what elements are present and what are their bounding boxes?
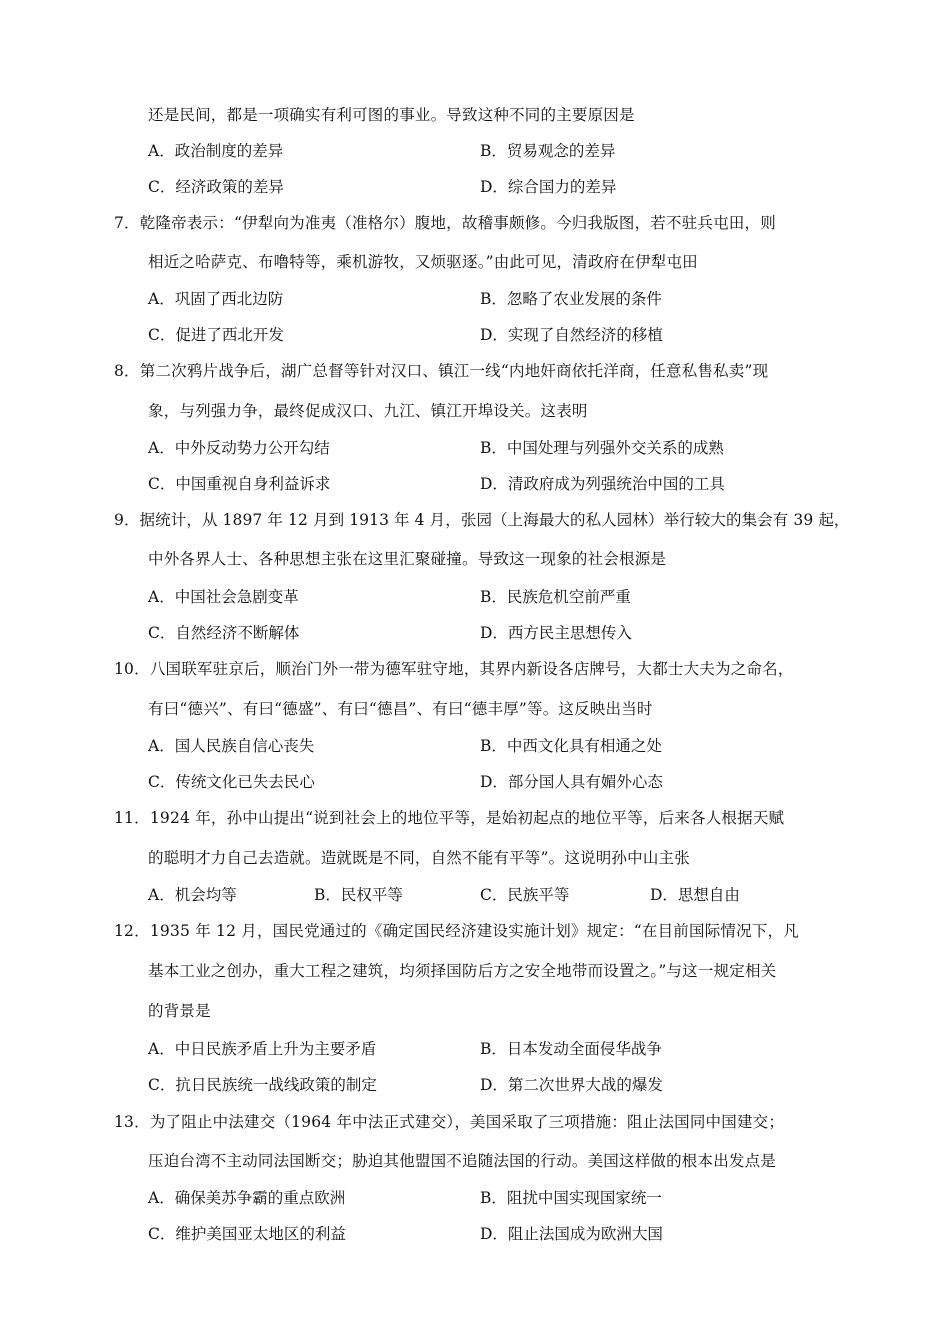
q9-stem-line2: 中外各界人士、各种思想主张在这里汇聚碰撞。导致这一现象的社会根源是	[148, 550, 667, 568]
q10-option-d: D．部分国人具有媚外心态	[480, 773, 663, 791]
q10-option-a: A．国人民族自信心丧失	[148, 737, 315, 755]
q8-stem-line2: 象，与列强力争，最终促成汉口、九江、镇江开埠设关。这表明	[148, 402, 588, 420]
q7-option-a: A．巩固了西北边防	[148, 290, 284, 308]
q6-option-a: A．政治制度的差异	[148, 142, 284, 160]
q12-option-d: D．第二次世界大战的爆发	[480, 1076, 663, 1094]
q10-stem-line1: 10．八国联军驻京后，顺治门外一带为德军驻守地，其界内新设各店牌号，大都士大夫为之命名，	[114, 660, 794, 678]
q12-option-b: B．日本发动全面侵华战争	[480, 1040, 662, 1058]
q10-option-c: C．传统文化已失去民心	[148, 773, 315, 791]
q6-stem-continued: 还是民间，都是一项确实有利可图的事业。导致这种不同的主要原因是	[148, 106, 635, 124]
q7-stem-line1: 7．乾隆帝表示：“伊犁向为准夷（准格尔）腹地，故稽事颇修。今归我版图，若不驻兵屯田，则	[114, 214, 776, 232]
q13-option-b: B．阻扰中国实现国家统一	[480, 1189, 662, 1207]
q11-option-b: B．民权平等	[314, 886, 403, 904]
q8-option-c: C．中国重视自身利益诉求	[148, 475, 331, 493]
q13-option-c: C．维护美国亚太地区的利益	[148, 1225, 346, 1243]
q10-stem-line2: 有曰“德兴”、有曰“德盛”、有曰“德昌”、有曰“德丰厚”等。这反映出当时	[148, 700, 653, 718]
q11-option-d: D．思想自由	[650, 886, 740, 904]
q12-stem-line1: 12．1935 年 12 月，国民党通过的《确定国民经济建设实施计划》规定：“在目前国际情况下，凡	[114, 922, 799, 940]
q9-stem-line1: 9．据统计，从 1897 年 12 月到 1913 年 4 月，张园（上海最大的私人园林）举行较大的集会有 39 起，	[114, 511, 850, 529]
q6-option-c: C．经济政策的差异	[148, 178, 284, 196]
q13-stem-line2: 压迫台湾不主动同法国断交；胁迫其他盟国不追随法国的行动。美国这样做的根本出发点是	[148, 1152, 777, 1170]
q9-option-a: A．中国社会急剧变革	[148, 588, 299, 606]
q11-stem-line2: 的聪明才力自己去造就。造就既是不同，自然不能有平等”。这说明孙中山主张	[148, 849, 690, 867]
q13-option-d: D．阻止法国成为欧洲大国	[480, 1225, 663, 1243]
q13-stem-line1: 13．为了阻止中法建交（1964 年中法正式建交），美国采取了三项措施：阻止法国同中国建交；	[114, 1113, 785, 1131]
q6-option-d: D．综合国力的差异	[480, 178, 617, 196]
q8-option-b: B．中国处理与列强外交关系的成熟	[480, 439, 724, 457]
q8-option-d: D．清政府成为列强统治中国的工具	[480, 475, 725, 493]
q12-option-a: A．中日民族矛盾上升为主要矛盾	[148, 1040, 377, 1058]
q7-option-b: B．忽略了农业发展的条件	[480, 290, 662, 308]
q12-stem-line3: 的背景是	[148, 1002, 211, 1020]
q8-stem-line1: 8．第二次鸦片战争后，湖广总督等针对汉口、镇江一线“内地奸商依托洋商，任意私售私卖”现	[114, 362, 769, 380]
q7-option-d: D．实现了自然经济的移植	[480, 326, 663, 344]
q12-stem-line2: 基本工业之创办，重大工程之建筑，均须择国防后方之安全地带而设置之。”与这一规定相关	[148, 962, 777, 980]
q11-option-c: C．民族平等	[480, 886, 570, 904]
q8-option-a: A．中外反动势力公开勾结	[148, 439, 330, 457]
q6-option-b: B．贸易观念的差异	[480, 142, 616, 160]
q9-option-b: B．民族危机空前严重	[480, 588, 631, 606]
q9-option-d: D．西方民主思想传入	[480, 624, 632, 642]
q12-option-c: C．抗日民族统一战线政策的制定	[148, 1076, 377, 1094]
q7-option-c: C．促进了西北开发	[148, 326, 284, 344]
q10-option-b: B．中西文化具有相通之处	[480, 737, 662, 755]
q11-option-a: A．机会均等	[148, 886, 237, 904]
q7-stem-line2: 相近之哈萨克、布噜特等，乘机游牧，又烦驱逐。”由此可见，清政府在伊犁屯田	[148, 253, 698, 271]
q11-stem-line1: 11．1924 年，孙中山提出“说到社会上的地位平等，是始初起点的地位平等，后来各人根据天赋	[114, 809, 785, 827]
q9-option-c: C．自然经济不断解体	[148, 624, 300, 642]
q13-option-a: A．确保美苏争霸的重点欧洲	[148, 1189, 346, 1207]
